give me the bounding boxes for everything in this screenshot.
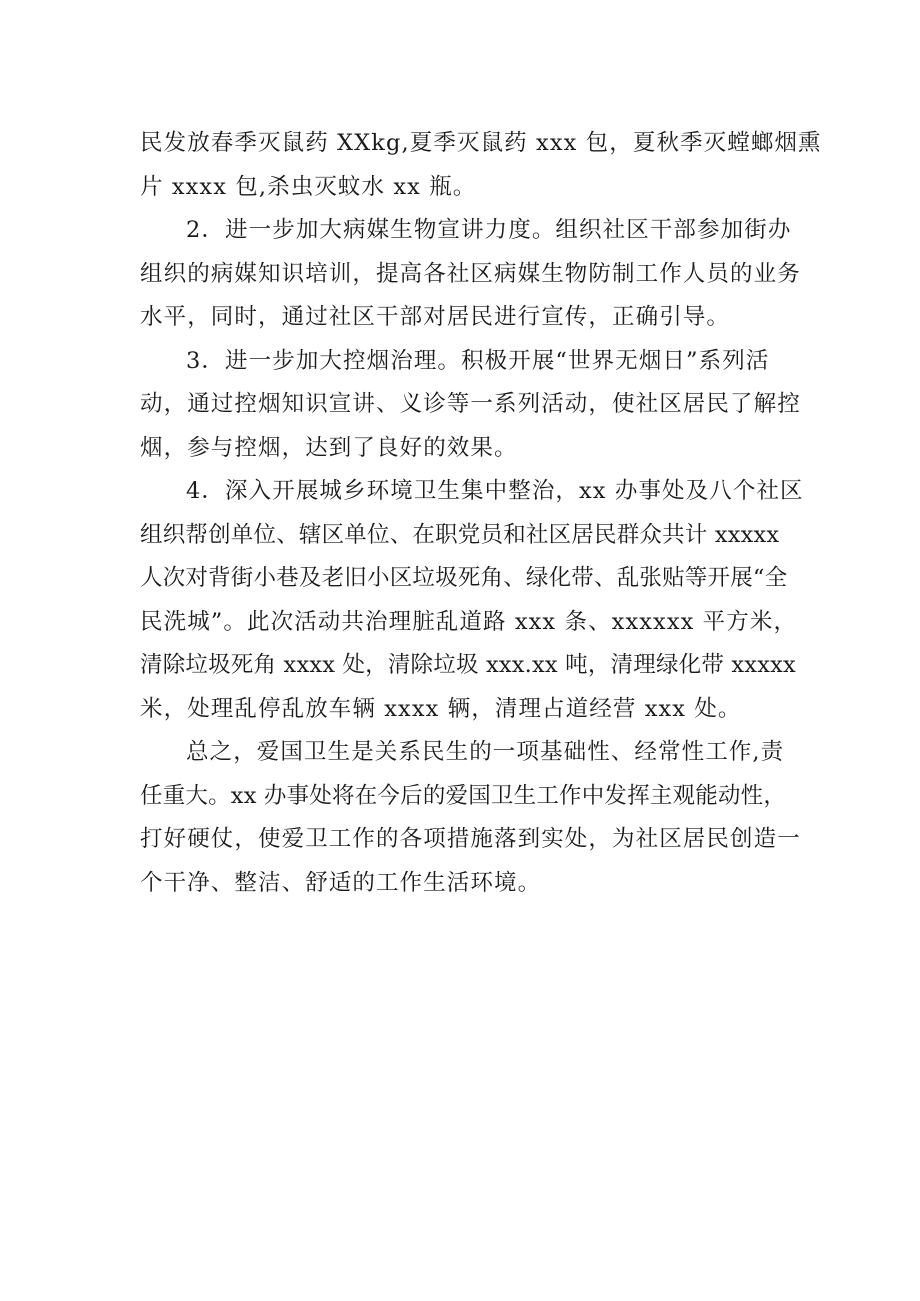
text-line: 民发放春季灭鼠药 XXkg,夏季灭鼠药 xxx 包，夏秋季灭螳螂烟熏: [140, 130, 822, 156]
text-line: 米，处理乱停乱放车辆 xxxx 辆，清理占道经营 xxx 处。: [140, 695, 742, 722]
paragraph-item-2: [140, 209, 801, 340]
text-line: 个干净、整洁、舒适的工作生活环境。: [140, 869, 542, 896]
text-line: 组织的病媒知识培训，提高各社区病媒生物防制工作人员的业务: [140, 260, 801, 287]
text-line: 民洗城”。此次活动共治理脏乱道路 xxx 条、xxxxxx 平方米，: [140, 608, 798, 635]
text-line: 3．进一步加大控烟治理。积极开展“世界无烟日”系列活: [186, 347, 770, 374]
paragraph-item-4: [140, 470, 804, 731]
paragraph-continued: [140, 122, 822, 209]
text-line: 组织帮创单位、辖区单位、在职党员和社区居民群众共计 xxxxx: [140, 521, 780, 548]
text-line: 总之，爱国卫生是关系民生的一项基础性、经常性工作,责: [186, 739, 785, 765]
text-line: 任重大。xx 办事处将在今后的爱国卫生工作中发挥主观能动性，: [140, 782, 787, 809]
text-line: 动，通过控烟知识宣讲、义诊等一系列活动，使社区居民了解控: [140, 391, 801, 417]
text-line: 2．进一步加大病媒生物宣讲力度。组织社区干部参加街办: [186, 217, 792, 243]
text-line: 片 xxxx 包,杀虫灭蚊水 xx 瓶。: [140, 173, 477, 200]
paragraph-conclusion: [140, 731, 801, 905]
text-line: 打好硬仗，使爱卫工作的各项措施落到实处，为社区居民创造一: [140, 826, 801, 852]
text-line: 水平，同时，通过社区干部对居民进行宣传，正确引导。: [140, 304, 731, 330]
text-line: 烟，参与控烟，达到了良好的效果。: [140, 434, 518, 461]
paragraph-item-3: [140, 340, 801, 471]
document-body: [140, 122, 822, 905]
text-line: 人次对背街小巷及老旧小区垃圾死角、绿化带、乱张贴等开展“全: [140, 565, 788, 591]
text-line: 清除垃圾死角 xxxx 处，清除垃圾 xxx.xx 吨，清理绿化带 xxxxx: [140, 652, 796, 678]
text-line: 4．深入开展城乡环境卫生集中整治，xx 办事处及八个社区: [186, 478, 804, 504]
